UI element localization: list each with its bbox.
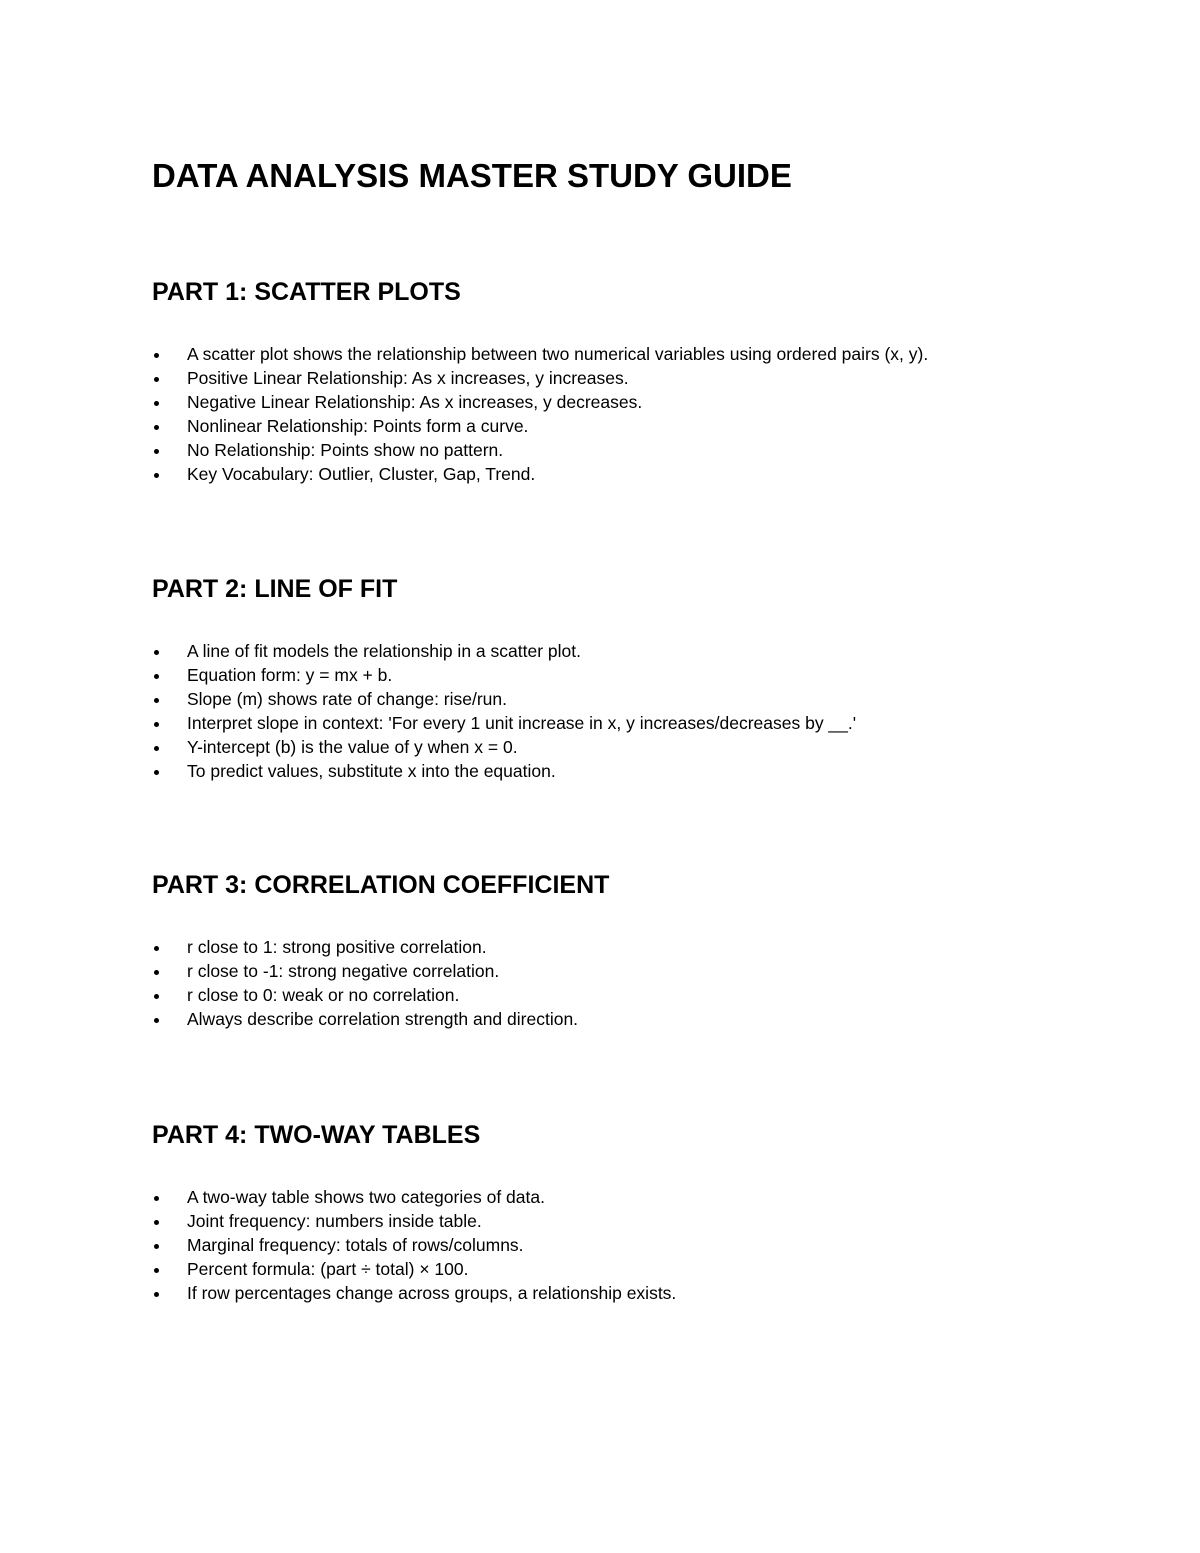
section-heading: PART 2: LINE OF FIT — [152, 575, 398, 603]
list-item-text: Slope (m) shows rate of change: rise/run. — [187, 688, 508, 709]
list-item — [152, 936, 1152, 960]
bullet-icon — [154, 401, 159, 406]
list-item — [152, 463, 1152, 487]
list-item — [152, 1282, 1152, 1306]
list-item — [152, 712, 1152, 736]
list-item-text: Positive Linear Relationship: As x increases, y increases. — [187, 367, 629, 388]
bullet-icon — [154, 770, 159, 775]
section-correlation-coefficient — [152, 868, 1152, 1032]
list-item — [152, 760, 1152, 784]
bullet-icon — [154, 946, 159, 951]
list-item-text: If row percentages change across groups, a relationship exists. — [187, 1282, 677, 1303]
list-item-text: Always describe correlation strength and direction. — [187, 1008, 579, 1029]
list-item-text: Negative Linear Relationship: As x increases, y decreases. — [187, 391, 643, 412]
list-item-text: To predict values, substitute x into the equation. — [187, 760, 556, 781]
list-item-text: No Relationship: Points show no pattern. — [187, 439, 504, 460]
list-item — [152, 960, 1152, 984]
list-item — [152, 391, 1152, 415]
bullet-icon — [154, 425, 159, 430]
bullet-icon — [154, 970, 159, 975]
list-item — [152, 1234, 1152, 1258]
list-item — [152, 984, 1152, 1008]
list-item-text: Equation form: y = mx + b. — [187, 664, 393, 685]
list-item-text: r close to 1: strong positive correlation. — [187, 937, 487, 957]
bullet-list — [152, 640, 1152, 783]
list-item — [152, 439, 1152, 463]
bullet-icon — [154, 698, 159, 703]
list-item — [152, 664, 1152, 688]
list-item — [152, 1210, 1152, 1234]
list-item — [152, 688, 1152, 712]
list-item-text: Percent formula: (part ÷ total) × 100. — [187, 1258, 469, 1279]
bullet-icon — [154, 1292, 159, 1297]
bullet-icon — [154, 1196, 159, 1201]
list-item-text: r close to -1: strong negative correlation. — [187, 960, 500, 981]
list-item-text: r close to 0: weak or no correlation. — [187, 984, 460, 1005]
document-title: DATA ANALYSIS MASTER STUDY GUIDE — [152, 157, 792, 194]
section-scatter-plots — [152, 275, 1152, 486]
bullet-icon — [154, 650, 159, 655]
bullet-icon — [154, 994, 159, 999]
section-line-of-fit — [152, 572, 1152, 783]
list-item — [152, 640, 1152, 664]
list-item-text: A two-way table shows two categories of data. — [187, 1187, 545, 1207]
list-item-text: A scatter plot shows the relationship between two numerical variables using ordered pairs (x, y). — [187, 344, 929, 364]
list-item-text: A line of fit models the relationship in a scatter plot. — [187, 641, 581, 661]
list-item — [152, 415, 1152, 439]
bullet-icon — [154, 1018, 159, 1023]
bullet-icon — [154, 473, 159, 478]
bullet-icon — [154, 1268, 159, 1273]
bullet-icon — [154, 377, 159, 382]
bullet-icon — [154, 722, 159, 727]
bullet-icon — [154, 1244, 159, 1249]
list-item — [152, 343, 1152, 367]
section-heading: PART 4: TWO-WAY TABLES — [152, 1121, 481, 1149]
list-item — [152, 1008, 1152, 1032]
list-item-text: Interpret slope in context: 'For every 1 unit increase in x, y increases/decreases by __.' — [187, 712, 857, 733]
bullet-list — [152, 936, 1152, 1032]
bullet-icon — [154, 1220, 159, 1225]
list-item-text: Joint frequency: numbers inside table. — [187, 1210, 482, 1231]
section-two-way-tables — [152, 1118, 1152, 1306]
bullet-list — [152, 343, 1152, 486]
section-heading: PART 3: CORRELATION COEFFICIENT — [152, 871, 610, 899]
bullet-icon — [154, 449, 159, 454]
bullet-icon — [154, 674, 159, 679]
list-item-text: Y-intercept (b) is the value of y when x = 0. — [187, 736, 518, 757]
list-item — [152, 736, 1152, 760]
bullet-icon — [154, 353, 159, 358]
bullet-list — [152, 1186, 1152, 1306]
list-item — [152, 1258, 1152, 1282]
list-item — [152, 367, 1152, 391]
list-item — [152, 1186, 1152, 1210]
list-item-text: Nonlinear Relationship: Points form a curve. — [187, 415, 529, 436]
list-item-text: Key Vocabulary: Outlier, Cluster, Gap, Trend. — [187, 463, 536, 484]
section-heading: PART 1: SCATTER PLOTS — [152, 278, 461, 306]
list-item-text: Marginal frequency: totals of rows/columns. — [187, 1234, 524, 1255]
bullet-icon — [154, 746, 159, 751]
